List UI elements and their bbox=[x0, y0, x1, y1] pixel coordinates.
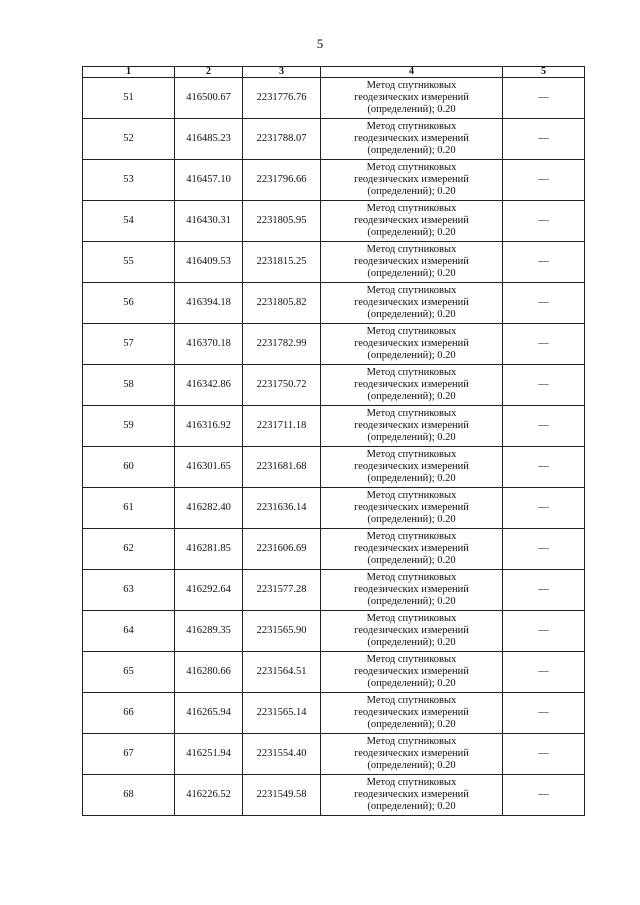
method-line-3: (определений); 0.20 bbox=[367, 350, 456, 361]
method-line-2: геодезических измерений bbox=[354, 256, 469, 267]
x-coordinate-cell: 416500.67 bbox=[175, 78, 243, 119]
method-cell bbox=[321, 775, 503, 816]
method-line-2: геодезических измерений bbox=[354, 625, 469, 636]
table-row bbox=[83, 119, 585, 160]
note-cell: — bbox=[503, 160, 585, 201]
y-coordinate-cell: 2231554.40 bbox=[243, 734, 321, 775]
method-cell bbox=[321, 160, 503, 201]
method-line-1: Метод спутниковых bbox=[366, 162, 457, 173]
method-cell bbox=[321, 119, 503, 160]
point-number-cell: 63 bbox=[83, 570, 175, 611]
method-line-1: Метод спутниковых bbox=[366, 80, 457, 91]
method-line-1: Метод спутниковых bbox=[366, 695, 457, 706]
method-line-1: Метод спутниковых bbox=[366, 326, 457, 337]
x-coordinate-cell: 416282.40 bbox=[175, 488, 243, 529]
note-cell: — bbox=[503, 283, 585, 324]
x-coordinate-cell: 416394.18 bbox=[175, 283, 243, 324]
coordinates-table bbox=[82, 66, 585, 816]
method-line-3: (определений); 0.20 bbox=[367, 391, 456, 402]
method-cell bbox=[321, 201, 503, 242]
y-coordinate-cell: 2231711.18 bbox=[243, 406, 321, 447]
column-header-1: 1 bbox=[83, 67, 175, 78]
x-coordinate-cell: 416265.94 bbox=[175, 693, 243, 734]
y-coordinate-cell: 2231782.99 bbox=[243, 324, 321, 365]
x-coordinate-cell: 416430.31 bbox=[175, 201, 243, 242]
x-coordinate-cell: 416280.66 bbox=[175, 652, 243, 693]
method-line-3: (определений); 0.20 bbox=[367, 719, 456, 730]
method-line-2: геодезических измерений bbox=[354, 666, 469, 677]
table-row bbox=[83, 488, 585, 529]
method-cell bbox=[321, 283, 503, 324]
method-line-3: (определений); 0.20 bbox=[367, 801, 456, 812]
point-number-cell: 68 bbox=[83, 775, 175, 816]
method-line-2: геодезических измерений bbox=[354, 748, 469, 759]
table-row bbox=[83, 406, 585, 447]
method-cell bbox=[321, 406, 503, 447]
column-header-2: 2 bbox=[175, 67, 243, 78]
method-line-2: геодезических измерений bbox=[354, 174, 469, 185]
method-line-1: Метод спутниковых bbox=[366, 531, 457, 542]
note-cell: — bbox=[503, 201, 585, 242]
method-line-2: геодезических измерений bbox=[354, 420, 469, 431]
method-line-3: (определений); 0.20 bbox=[367, 473, 456, 484]
y-coordinate-cell: 2231549.58 bbox=[243, 775, 321, 816]
table-row bbox=[83, 734, 585, 775]
method-line-3: (определений); 0.20 bbox=[367, 145, 456, 156]
x-coordinate-cell: 416342.86 bbox=[175, 365, 243, 406]
table-row bbox=[83, 447, 585, 488]
table-row bbox=[83, 652, 585, 693]
point-number-cell: 55 bbox=[83, 242, 175, 283]
y-coordinate-cell: 2231681.68 bbox=[243, 447, 321, 488]
table-row bbox=[83, 160, 585, 201]
method-cell bbox=[321, 242, 503, 283]
method-line-3: (определений); 0.20 bbox=[367, 432, 456, 443]
y-coordinate-cell: 2231788.07 bbox=[243, 119, 321, 160]
table-row bbox=[83, 529, 585, 570]
point-number-cell: 67 bbox=[83, 734, 175, 775]
x-coordinate-cell: 416292.64 bbox=[175, 570, 243, 611]
point-number-cell: 59 bbox=[83, 406, 175, 447]
point-number-cell: 56 bbox=[83, 283, 175, 324]
y-coordinate-cell: 2231565.14 bbox=[243, 693, 321, 734]
point-number-cell: 53 bbox=[83, 160, 175, 201]
y-coordinate-cell: 2231636.14 bbox=[243, 488, 321, 529]
table-row bbox=[83, 201, 585, 242]
x-coordinate-cell: 416251.94 bbox=[175, 734, 243, 775]
method-cell bbox=[321, 652, 503, 693]
note-cell: — bbox=[503, 365, 585, 406]
y-coordinate-cell: 2231815.25 bbox=[243, 242, 321, 283]
method-line-2: геодезических измерений bbox=[354, 707, 469, 718]
page-number: 5 bbox=[316, 36, 324, 51]
table-row bbox=[83, 324, 585, 365]
method-line-3: (определений); 0.20 bbox=[367, 104, 456, 115]
note-cell: — bbox=[503, 406, 585, 447]
y-coordinate-cell: 2231805.95 bbox=[243, 201, 321, 242]
point-number-cell: 58 bbox=[83, 365, 175, 406]
point-number-cell: 64 bbox=[83, 611, 175, 652]
table-row bbox=[83, 78, 585, 119]
method-line-1: Метод спутниковых bbox=[366, 203, 457, 214]
method-line-1: Метод спутниковых bbox=[366, 736, 457, 747]
x-coordinate-cell: 416370.18 bbox=[175, 324, 243, 365]
method-line-2: геодезических измерений bbox=[354, 92, 469, 103]
point-number-cell: 54 bbox=[83, 201, 175, 242]
method-cell bbox=[321, 734, 503, 775]
x-coordinate-cell: 416316.92 bbox=[175, 406, 243, 447]
method-line-2: геодезических измерений bbox=[354, 338, 469, 349]
method-line-2: геодезических измерений bbox=[354, 543, 469, 554]
note-cell: — bbox=[503, 119, 585, 160]
method-line-1: Метод спутниковых bbox=[366, 449, 457, 460]
method-line-2: геодезических измерений bbox=[354, 215, 469, 226]
point-number-cell: 62 bbox=[83, 529, 175, 570]
method-line-2: геодезических измерений bbox=[354, 379, 469, 390]
column-header-3: 3 bbox=[243, 67, 321, 78]
column-header-5: 5 bbox=[503, 67, 585, 78]
table-row bbox=[83, 775, 585, 816]
method-line-1: Метод спутниковых bbox=[366, 121, 457, 132]
method-cell bbox=[321, 529, 503, 570]
y-coordinate-cell: 2231805.82 bbox=[243, 283, 321, 324]
method-cell bbox=[321, 324, 503, 365]
point-number-cell: 51 bbox=[83, 78, 175, 119]
method-line-3: (определений); 0.20 bbox=[367, 760, 456, 771]
table-row bbox=[83, 611, 585, 652]
y-coordinate-cell: 2231750.72 bbox=[243, 365, 321, 406]
table-row bbox=[83, 693, 585, 734]
point-number-cell: 57 bbox=[83, 324, 175, 365]
table-header-row bbox=[83, 67, 585, 78]
method-line-1: Метод спутниковых bbox=[366, 285, 457, 296]
y-coordinate-cell: 2231606.69 bbox=[243, 529, 321, 570]
table-row bbox=[83, 365, 585, 406]
table-row bbox=[83, 283, 585, 324]
x-coordinate-cell: 416289.35 bbox=[175, 611, 243, 652]
point-number-cell: 52 bbox=[83, 119, 175, 160]
x-coordinate-cell: 416281.85 bbox=[175, 529, 243, 570]
point-number-cell: 61 bbox=[83, 488, 175, 529]
method-line-3: (определений); 0.20 bbox=[367, 227, 456, 238]
method-cell bbox=[321, 570, 503, 611]
method-cell bbox=[321, 365, 503, 406]
note-cell: — bbox=[503, 529, 585, 570]
note-cell: — bbox=[503, 775, 585, 816]
method-line-1: Метод спутниковых bbox=[366, 654, 457, 665]
note-cell: — bbox=[503, 652, 585, 693]
method-line-2: геодезических измерений bbox=[354, 297, 469, 308]
y-coordinate-cell: 2231776.76 bbox=[243, 78, 321, 119]
method-line-3: (определений); 0.20 bbox=[367, 555, 456, 566]
table-row bbox=[83, 242, 585, 283]
method-line-1: Метод спутниковых bbox=[366, 408, 457, 419]
method-cell bbox=[321, 78, 503, 119]
x-coordinate-cell: 416226.52 bbox=[175, 775, 243, 816]
method-line-2: геодезических измерений bbox=[354, 502, 469, 513]
y-coordinate-cell: 2231565.90 bbox=[243, 611, 321, 652]
method-line-3: (определений); 0.20 bbox=[367, 678, 456, 689]
point-number-cell: 66 bbox=[83, 693, 175, 734]
method-cell bbox=[321, 693, 503, 734]
method-line-1: Метод спутниковых bbox=[366, 490, 457, 501]
x-coordinate-cell: 416409.53 bbox=[175, 242, 243, 283]
note-cell: — bbox=[503, 242, 585, 283]
method-line-3: (определений); 0.20 bbox=[367, 268, 456, 279]
note-cell: — bbox=[503, 734, 585, 775]
method-line-1: Метод спутниковых bbox=[366, 777, 457, 788]
y-coordinate-cell: 2231796.66 bbox=[243, 160, 321, 201]
method-line-3: (определений); 0.20 bbox=[367, 514, 456, 525]
note-cell: — bbox=[503, 447, 585, 488]
note-cell: — bbox=[503, 78, 585, 119]
note-cell: — bbox=[503, 488, 585, 529]
method-line-1: Метод спутниковых bbox=[366, 367, 457, 378]
method-line-1: Метод спутниковых bbox=[366, 244, 457, 255]
x-coordinate-cell: 416485.23 bbox=[175, 119, 243, 160]
table-body bbox=[83, 78, 585, 816]
note-cell: — bbox=[503, 611, 585, 652]
note-cell: — bbox=[503, 693, 585, 734]
method-line-3: (определений); 0.20 bbox=[367, 637, 456, 648]
method-cell bbox=[321, 611, 503, 652]
point-number-cell: 65 bbox=[83, 652, 175, 693]
y-coordinate-cell: 2231564.51 bbox=[243, 652, 321, 693]
x-coordinate-cell: 416301.65 bbox=[175, 447, 243, 488]
method-cell bbox=[321, 447, 503, 488]
table-row bbox=[83, 570, 585, 611]
method-line-2: геодезических измерений bbox=[354, 789, 469, 800]
column-header-4: 4 bbox=[321, 67, 503, 78]
method-line-3: (определений); 0.20 bbox=[367, 309, 456, 320]
method-line-1: Метод спутниковых bbox=[366, 572, 457, 583]
x-coordinate-cell: 416457.10 bbox=[175, 160, 243, 201]
method-line-3: (определений); 0.20 bbox=[367, 596, 456, 607]
method-line-2: геодезических измерений bbox=[354, 584, 469, 595]
method-cell bbox=[321, 488, 503, 529]
point-number-cell: 60 bbox=[83, 447, 175, 488]
note-cell: — bbox=[503, 570, 585, 611]
method-line-3: (определений); 0.20 bbox=[367, 186, 456, 197]
note-cell: — bbox=[503, 324, 585, 365]
method-line-2: геодезических измерений bbox=[354, 133, 469, 144]
y-coordinate-cell: 2231577.28 bbox=[243, 570, 321, 611]
method-line-1: Метод спутниковых bbox=[366, 613, 457, 624]
method-line-2: геодезических измерений bbox=[354, 461, 469, 472]
